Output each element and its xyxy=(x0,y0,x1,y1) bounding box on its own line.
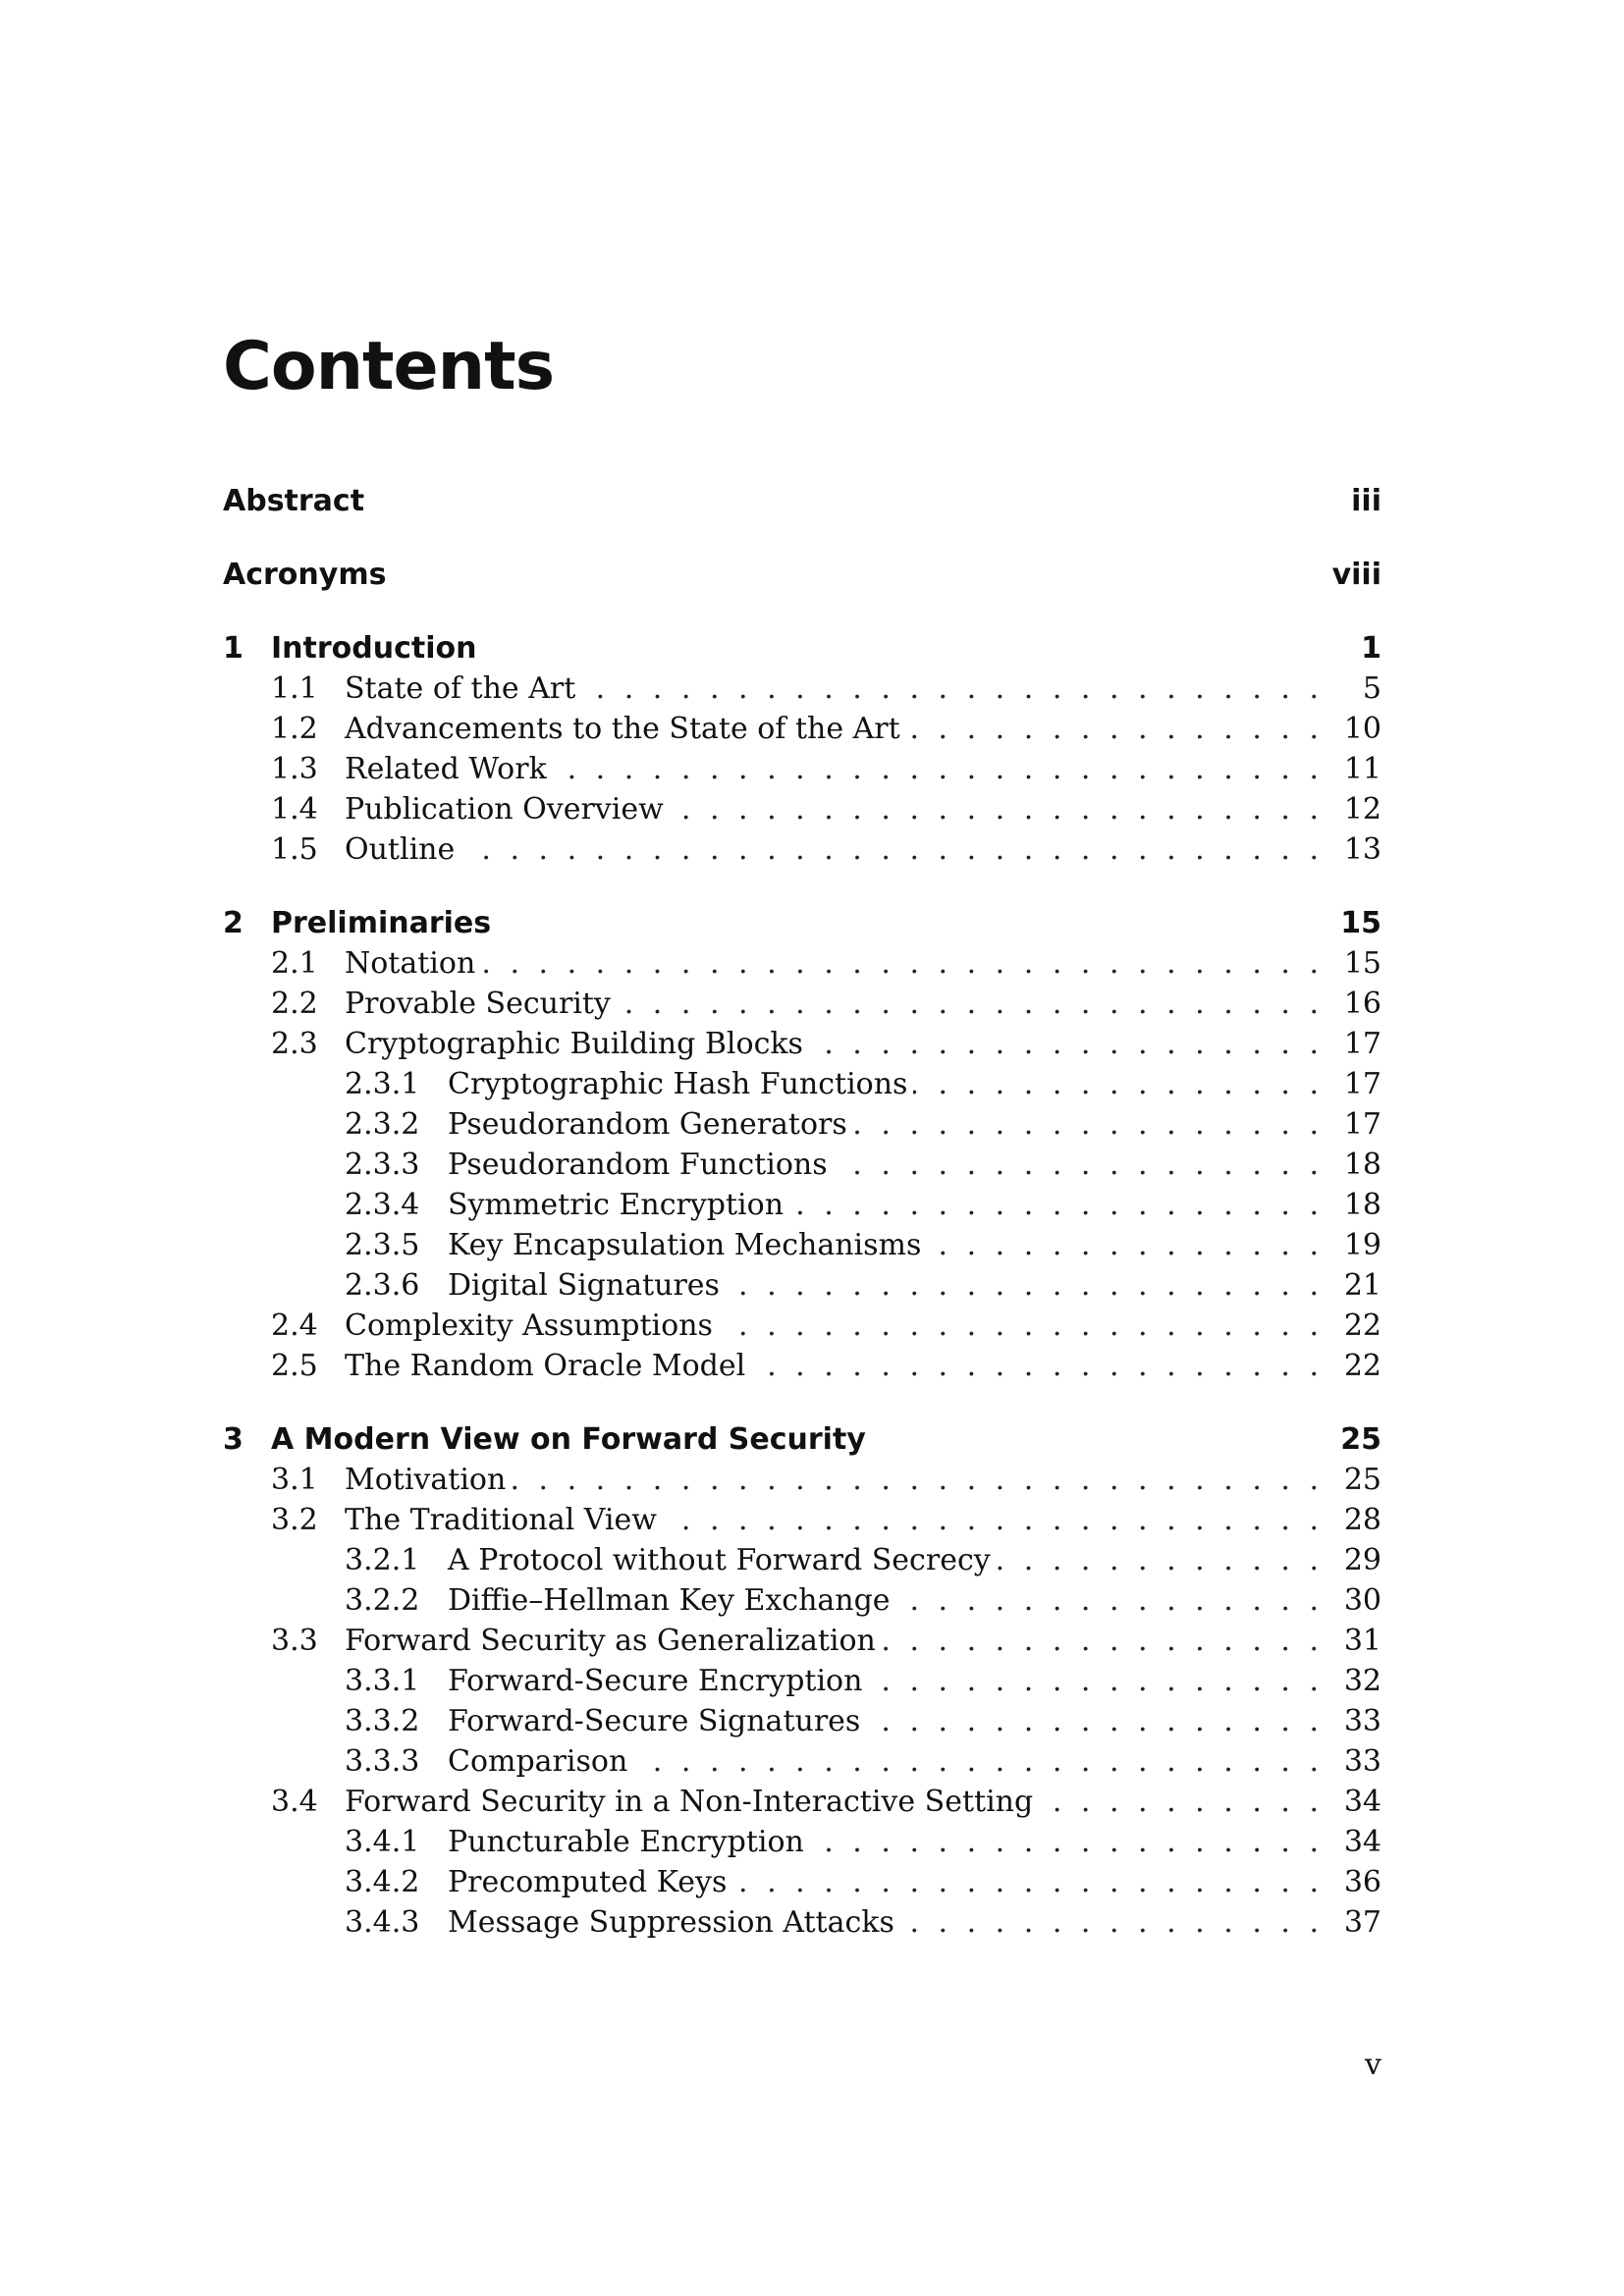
toc-section-1-5[interactable] xyxy=(223,829,1381,870)
toc-section-page: 22 xyxy=(1343,1349,1381,1383)
toc-section-title: Complexity Assumptions xyxy=(345,1306,719,1346)
toc-leader xyxy=(726,1265,1332,1306)
toc-chapter-number: 1 xyxy=(223,631,244,666)
toc-subsection-3-4-2[interactable] xyxy=(223,1862,1381,1902)
toc-subsection-page: 37 xyxy=(1343,1905,1381,1940)
toc-section-number: 1.1 xyxy=(271,671,318,706)
toc-subsection-title: Comparison xyxy=(448,1741,633,1782)
toc-entry-title: Acronyms xyxy=(223,555,392,595)
toc-subsection-number: 2.3.5 xyxy=(345,1228,420,1262)
toc-leader xyxy=(460,829,1332,870)
toc-section-1-1[interactable] xyxy=(223,668,1381,709)
toc-section-page: 22 xyxy=(1343,1308,1381,1343)
toc-leader xyxy=(853,1104,1332,1145)
toc-section-number: 2.5 xyxy=(271,1349,318,1383)
toc-leader xyxy=(719,1306,1332,1346)
toc-subsection-3-3-2[interactable] xyxy=(223,1701,1381,1741)
toc-subsection-title: Cryptographic Hash Functions xyxy=(448,1064,913,1104)
toc-leader xyxy=(581,668,1332,709)
toc-subsection-2-3-4[interactable] xyxy=(223,1185,1381,1225)
toc-subsection-title: Message Suppression Attacks xyxy=(448,1902,900,1943)
toc-chapter-title: Preliminaries xyxy=(271,903,497,943)
toc-subsection-title: Diffie–Hellman Key Exchange xyxy=(448,1580,896,1621)
toc-entry-title: Abstract xyxy=(223,481,370,521)
toc-section-2-5[interactable] xyxy=(223,1346,1381,1386)
toc-section-2-2[interactable] xyxy=(223,984,1381,1024)
toc-entry-acronyms[interactable] xyxy=(223,555,1381,595)
toc-entry-page: iii xyxy=(1351,484,1381,518)
toc-subsection-page: 30 xyxy=(1343,1583,1381,1618)
toc-section-1-3[interactable] xyxy=(223,749,1381,789)
toc-subsection-page: 32 xyxy=(1343,1664,1381,1698)
toc-subsection-title: A Protocol without Forward Secrecy xyxy=(448,1540,997,1580)
toc-subsection-number: 3.4.3 xyxy=(345,1905,420,1940)
toc-chapter-number: 2 xyxy=(223,906,244,940)
toc-section-title: Forward Security as Generalization xyxy=(345,1621,882,1661)
page-number: v xyxy=(1365,2048,1381,2082)
toc-leader xyxy=(810,1822,1332,1862)
toc-subsection-title: Puncturable Encryption xyxy=(448,1822,810,1862)
toc-subsection-2-3-5[interactable] xyxy=(223,1225,1381,1265)
toc-leader xyxy=(481,943,1332,984)
toc-chapter-page: 25 xyxy=(1340,1422,1381,1457)
toc-subsection-page: 36 xyxy=(1343,1865,1381,1899)
toc-subsection-title: Forward-Secure Encryption xyxy=(448,1661,868,1701)
toc-section-page: 16 xyxy=(1343,987,1381,1021)
toc-section-number: 2.2 xyxy=(271,987,318,1021)
toc-section-3-1[interactable] xyxy=(223,1460,1381,1500)
toc-chapter-3[interactable] xyxy=(223,1419,1381,1460)
toc-subsection-3-4-1[interactable] xyxy=(223,1822,1381,1862)
toc-subsection-3-2-2[interactable] xyxy=(223,1580,1381,1621)
toc-subsection-3-2-1[interactable] xyxy=(223,1540,1381,1580)
toc-section-1-4[interactable] xyxy=(223,789,1381,829)
toc-subsection-page: 29 xyxy=(1343,1543,1381,1577)
toc-section-2-1[interactable] xyxy=(223,943,1381,984)
toc-subsection-number: 3.3.2 xyxy=(345,1704,420,1738)
toc-leader xyxy=(751,1346,1332,1386)
toc-section-page: 15 xyxy=(1343,946,1381,981)
toc-entry-abstract[interactable] xyxy=(223,481,1381,521)
toc-section-1-2[interactable] xyxy=(223,709,1381,749)
toc-subsection-2-3-1[interactable] xyxy=(223,1064,1381,1104)
toc-subsection-page: 17 xyxy=(1343,1067,1381,1101)
toc-subsection-number: 2.3.1 xyxy=(345,1067,420,1101)
toc-subsection-page: 21 xyxy=(1343,1268,1381,1303)
toc-leader xyxy=(663,1500,1332,1540)
table-of-contents xyxy=(223,481,1381,1943)
toc-section-title: Outline xyxy=(345,829,460,870)
toc-chapter-page: 15 xyxy=(1340,906,1381,940)
toc-leader xyxy=(900,1902,1332,1943)
toc-subsection-number: 3.3.3 xyxy=(345,1744,420,1779)
toc-chapter-number: 3 xyxy=(223,1422,244,1457)
toc-section-number: 2.1 xyxy=(271,946,318,981)
toc-subsection-page: 18 xyxy=(1343,1148,1381,1182)
toc-subsection-title: Key Encapsulation Mechanisms xyxy=(448,1225,927,1265)
toc-subsection-title: Symmetric Encryption xyxy=(448,1185,789,1225)
toc-section-title: Motivation xyxy=(345,1460,512,1500)
toc-chapter-title: Introduction xyxy=(271,628,482,668)
toc-section-page: 17 xyxy=(1343,1027,1381,1061)
toc-section-3-4[interactable] xyxy=(223,1782,1381,1822)
toc-subsection-2-3-3[interactable] xyxy=(223,1145,1381,1185)
toc-section-3-3[interactable] xyxy=(223,1621,1381,1661)
toc-subsection-page: 33 xyxy=(1343,1744,1381,1779)
toc-section-title: The Traditional View xyxy=(345,1500,663,1540)
toc-subsection-number: 2.3.6 xyxy=(345,1268,420,1303)
toc-section-number: 3.1 xyxy=(271,1463,318,1497)
toc-section-page: 25 xyxy=(1343,1463,1381,1497)
toc-section-page: 34 xyxy=(1343,1785,1381,1819)
toc-leader xyxy=(834,1145,1332,1185)
toc-section-title: The Random Oracle Model xyxy=(345,1346,751,1386)
toc-section-number: 2.3 xyxy=(271,1027,318,1061)
toc-subsection-3-3-1[interactable] xyxy=(223,1661,1381,1701)
toc-leader xyxy=(1039,1782,1332,1822)
toc-section-number: 1.4 xyxy=(271,792,318,827)
toc-chapter-1[interactable] xyxy=(223,628,1381,668)
toc-subsection-2-3-6[interactable] xyxy=(223,1265,1381,1306)
toc-subsection-title: Precomputed Keys xyxy=(448,1862,732,1902)
toc-leader xyxy=(809,1024,1332,1064)
toc-leader xyxy=(913,1064,1332,1104)
toc-section-title: Provable Security xyxy=(345,984,617,1024)
toc-subsection-2-3-2[interactable] xyxy=(223,1104,1381,1145)
toc-leader xyxy=(633,1741,1332,1782)
toc-section-3-2[interactable] xyxy=(223,1500,1381,1540)
toc-section-title: Publication Overview xyxy=(345,789,670,829)
toc-section-number: 1.2 xyxy=(271,712,318,746)
toc-section-title: Forward Security in a Non-Interactive Setting xyxy=(345,1782,1039,1822)
toc-chapter-2[interactable] xyxy=(223,903,1381,943)
toc-section-number: 1.5 xyxy=(271,832,318,867)
toc-section-title: Cryptographic Building Blocks xyxy=(345,1024,809,1064)
toc-subsection-page: 33 xyxy=(1343,1704,1381,1738)
toc-leader xyxy=(789,1185,1332,1225)
toc-section-page: 11 xyxy=(1343,752,1381,786)
toc-section-2-4[interactable] xyxy=(223,1306,1381,1346)
toc-section-title: Notation xyxy=(345,943,481,984)
toc-leader xyxy=(512,1460,1332,1500)
toc-subsection-number: 3.3.1 xyxy=(345,1664,420,1698)
toc-section-title: Advancements to the State of the Art xyxy=(345,709,906,749)
toc-section-page: 10 xyxy=(1343,712,1381,746)
toc-chapter-title: A Modern View on Forward Security xyxy=(271,1419,872,1460)
toc-section-number: 2.4 xyxy=(271,1308,318,1343)
toc-subsection-title: Pseudorandom Functions xyxy=(448,1145,834,1185)
toc-subsection-number: 3.4.1 xyxy=(345,1825,420,1859)
toc-section-title: Related Work xyxy=(345,749,553,789)
toc-leader xyxy=(868,1661,1332,1701)
toc-leader xyxy=(927,1225,1332,1265)
toc-leader xyxy=(617,984,1332,1024)
toc-leader xyxy=(896,1580,1332,1621)
toc-subsection-page: 17 xyxy=(1343,1107,1381,1142)
toc-subsection-number: 2.3.2 xyxy=(345,1107,420,1142)
toc-subsection-page: 19 xyxy=(1343,1228,1381,1262)
toc-subsection-page: 34 xyxy=(1343,1825,1381,1859)
toc-subsection-page: 18 xyxy=(1343,1188,1381,1222)
toc-subsection-number: 2.3.3 xyxy=(345,1148,420,1182)
toc-leader xyxy=(670,789,1332,829)
toc-section-number: 3.3 xyxy=(271,1624,318,1658)
toc-leader xyxy=(906,709,1332,749)
toc-subsection-title: Pseudorandom Generators xyxy=(448,1104,853,1145)
toc-section-number: 3.4 xyxy=(271,1785,318,1819)
toc-subsection-3-3-3[interactable] xyxy=(223,1741,1381,1782)
toc-leader xyxy=(553,749,1332,789)
toc-subsection-number: 2.3.4 xyxy=(345,1188,420,1222)
toc-subsection-number: 3.2.1 xyxy=(345,1543,420,1577)
toc-subsection-3-4-3[interactable] xyxy=(223,1902,1381,1943)
toc-section-page: 28 xyxy=(1343,1503,1381,1537)
toc-section-page: 13 xyxy=(1343,832,1381,867)
toc-subsection-number: 3.4.2 xyxy=(345,1865,420,1899)
toc-leader xyxy=(732,1862,1332,1902)
toc-section-page: 31 xyxy=(1343,1624,1381,1658)
toc-section-number: 1.3 xyxy=(271,752,318,786)
toc-subsection-title: Forward-Secure Signatures xyxy=(448,1701,866,1741)
toc-section-2-3[interactable] xyxy=(223,1024,1381,1064)
page-title: Contents xyxy=(223,328,555,405)
toc-subsection-title: Digital Signatures xyxy=(448,1265,726,1306)
toc-entry-page: viii xyxy=(1331,558,1381,592)
toc-section-title: State of the Art xyxy=(345,668,581,709)
toc-leader xyxy=(882,1621,1332,1661)
toc-leader xyxy=(866,1701,1332,1741)
toc-leader xyxy=(997,1540,1332,1580)
toc-section-number: 3.2 xyxy=(271,1503,318,1537)
toc-chapter-page: 1 xyxy=(1361,631,1381,666)
toc-section-page: 5 xyxy=(1362,671,1381,706)
toc-section-page: 12 xyxy=(1343,792,1381,827)
toc-subsection-number: 3.2.2 xyxy=(345,1583,420,1618)
